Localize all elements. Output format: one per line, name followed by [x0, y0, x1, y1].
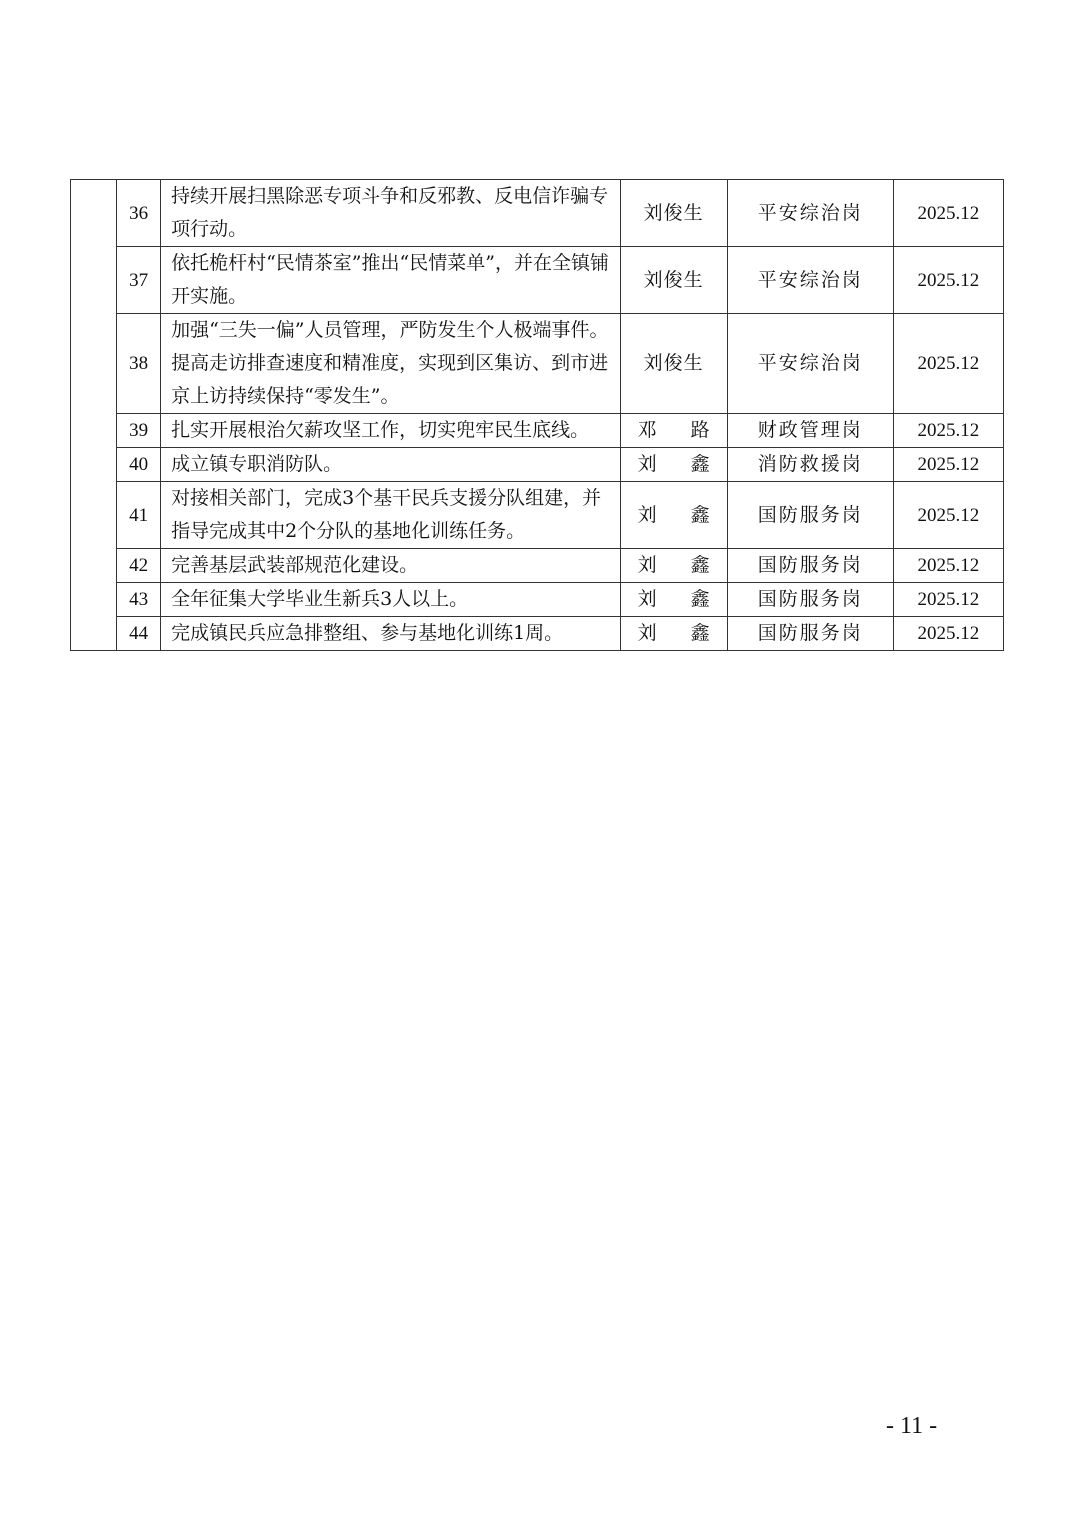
responsible-person: 刘俊生 — [620, 314, 727, 414]
task-description: 持续开展扫黑除恶专项斗争和反邪教、反电信诈骗专项行动。 — [161, 180, 620, 247]
deadline: 2025.12 — [893, 314, 1003, 414]
task-description: 完善基层武装部规范化建设。 — [161, 549, 620, 583]
row-number: 43 — [117, 583, 161, 617]
responsible-person: 刘 鑫 — [620, 482, 727, 549]
category-cell — [71, 180, 117, 651]
row-number: 42 — [117, 549, 161, 583]
task-description: 扎实开展根治欠薪攻坚工作，切实兜牢民生底线。 — [161, 414, 620, 448]
row-number: 44 — [117, 617, 161, 651]
deadline: 2025.12 — [893, 549, 1003, 583]
responsible-person: 刘 鑫 — [620, 549, 727, 583]
deadline: 2025.12 — [893, 617, 1003, 651]
row-number: 38 — [117, 314, 161, 414]
post-name: 财政管理岗 — [727, 414, 893, 448]
task-description: 对接相关部门，完成3个基干民兵支援分队组建，并指导完成其中2个分队的基地化训练任务。 — [161, 482, 620, 549]
task-table — [70, 179, 1004, 651]
deadline: 2025.12 — [893, 180, 1003, 247]
row-number: 36 — [117, 180, 161, 247]
responsible-person: 刘俊生 — [620, 180, 727, 247]
row-number: 39 — [117, 414, 161, 448]
deadline: 2025.12 — [893, 482, 1003, 549]
deadline: 2025.12 — [893, 583, 1003, 617]
responsible-person: 刘 鑫 — [620, 617, 727, 651]
responsible-person: 刘 鑫 — [620, 583, 727, 617]
post-name: 平安综治岗 — [727, 247, 893, 314]
deadline: 2025.12 — [893, 247, 1003, 314]
deadline: 2025.12 — [893, 414, 1003, 448]
row-number: 40 — [117, 448, 161, 482]
table-row — [71, 414, 1004, 448]
table-row — [71, 247, 1004, 314]
post-name: 国防服务岗 — [727, 617, 893, 651]
table-row — [71, 549, 1004, 583]
table-row — [71, 482, 1004, 549]
post-name: 平安综治岗 — [727, 314, 893, 414]
table-row — [71, 583, 1004, 617]
responsible-person: 邓 路 — [620, 414, 727, 448]
responsible-person: 刘俊生 — [620, 247, 727, 314]
post-name: 平安综治岗 — [727, 180, 893, 247]
post-name: 国防服务岗 — [727, 549, 893, 583]
row-number: 37 — [117, 247, 161, 314]
post-name: 消防救援岗 — [727, 448, 893, 482]
post-name: 国防服务岗 — [727, 482, 893, 549]
table-row — [71, 314, 1004, 414]
table-row — [71, 180, 1004, 247]
post-name: 国防服务岗 — [727, 583, 893, 617]
row-number: 41 — [117, 482, 161, 549]
table-row — [71, 617, 1004, 651]
responsible-person: 刘 鑫 — [620, 448, 727, 482]
deadline: 2025.12 — [893, 448, 1003, 482]
task-description: 成立镇专职消防队。 — [161, 448, 620, 482]
page-number: - 11 - — [886, 1413, 938, 1439]
table-row — [71, 448, 1004, 482]
task-description: 加强“三失一偏”人员管理，严防发生个人极端事件。提高走访排查速度和精准度，实现到区集访、到市进京上访持续保持“零发生”。 — [161, 314, 620, 414]
task-description: 完成镇民兵应急排整组、参与基地化训练1周。 — [161, 617, 620, 651]
task-description: 依托桅杆村“民情茶室”推出“民情菜单”，并在全镇铺开实施。 — [161, 247, 620, 314]
task-description: 全年征集大学毕业生新兵3人以上。 — [161, 583, 620, 617]
